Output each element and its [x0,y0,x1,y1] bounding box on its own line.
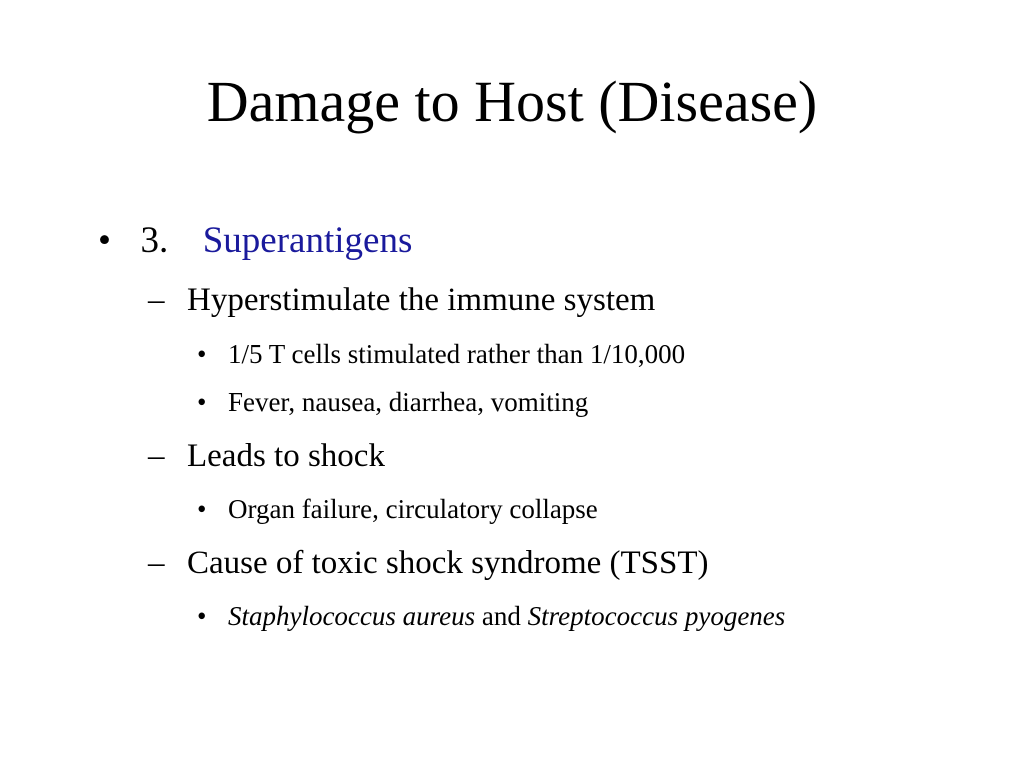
list-item-text: Fever, nausea, diarrhea, vomiting [227,387,589,417]
subpoint-text: Cause of toxic shock syndrome (TSST) [187,545,709,581]
dash-marker: – [148,545,165,581]
list-item [197,385,588,419]
bullet-item-superantigens [98,219,412,263]
bullet-heading: Superantigens [202,220,413,261]
subpoint-shock [148,436,385,476]
dash-marker: – [148,282,165,318]
bullet-marker: • [98,220,111,261]
list-item-text: Organ failure, circulatory collapse [227,494,598,524]
list-item-text: 1/5 T cells stimulated rather than 1/10,000 [227,339,686,369]
list-item [197,492,598,526]
bullet-marker: • [197,387,207,417]
bullet-number: 3. [140,220,169,261]
subpoint-tsst [148,543,709,583]
subpoint-hyperstimulate [148,280,655,320]
subpoint-text: Leads to shock [187,438,385,474]
dash-marker: – [148,438,165,474]
bullet-marker: • [197,339,207,369]
conjunction: and [481,601,521,631]
list-item [197,337,685,371]
bullet-marker: • [197,494,207,524]
subpoint-text: Hyperstimulate the immune system [187,282,656,318]
organism-name: Staphylococcus aureus [227,601,476,631]
slide-title: Damage to Host (Disease) [206,69,818,134]
organism-name: Streptococcus pyogenes [527,601,786,631]
list-item [197,599,785,633]
bullet-marker: • [197,601,207,631]
